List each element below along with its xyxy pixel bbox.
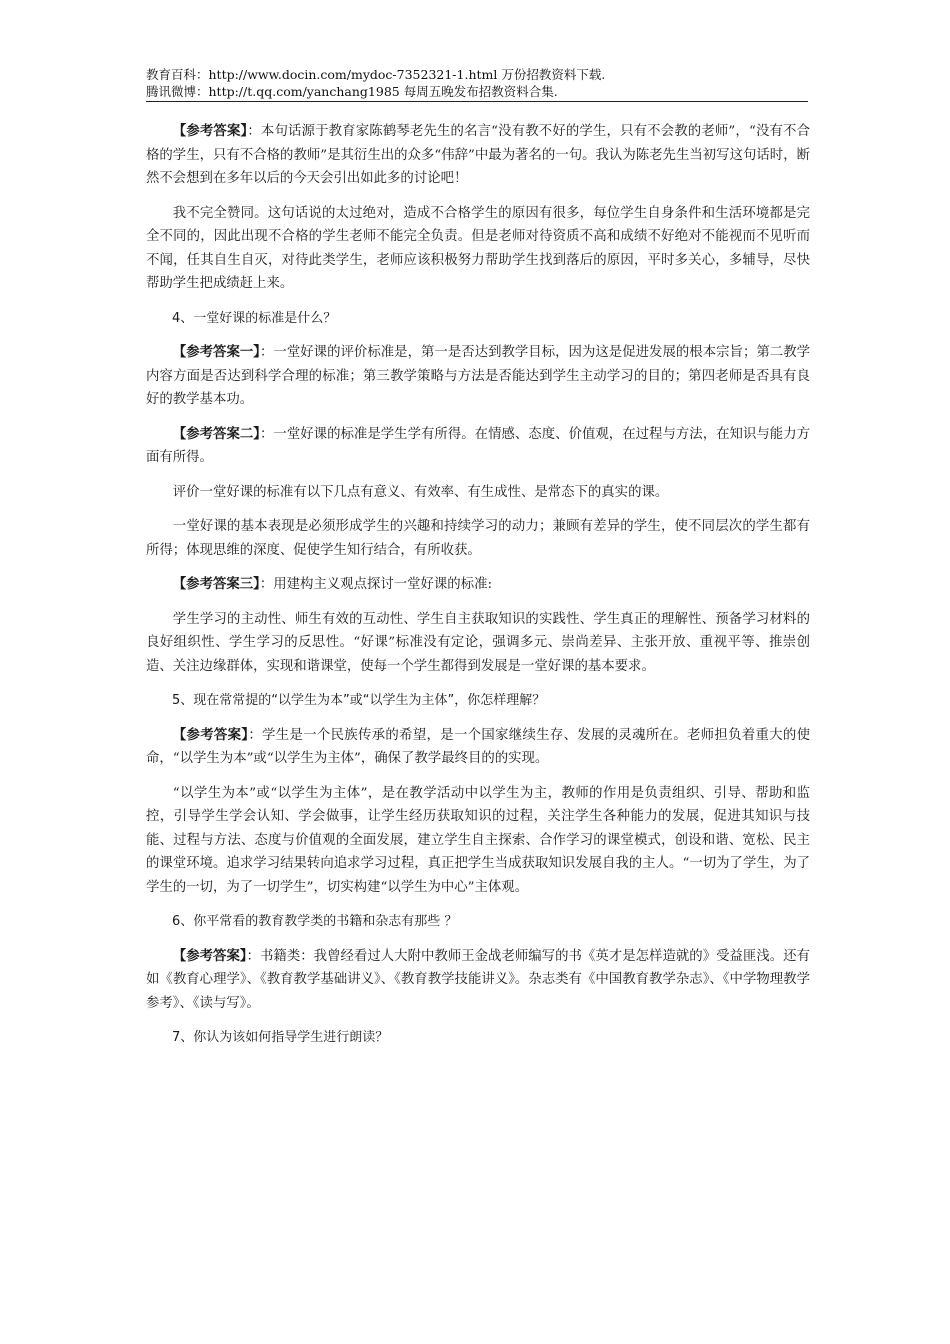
answer-label: 【参考答案】 bbox=[172, 726, 249, 743]
document-body bbox=[146, 120, 810, 1061]
answer-paragraph bbox=[146, 120, 810, 191]
answer-text: ：本句话源于教育家陈鹤琴老先生的名言“没有教不好的学生，只有不会教的老师”，“没有不合格的学生，只有不合格的教师”是其衍生出的众多“伟辞”中最为著名的一句。我认为陈老先生当初写这句话时，断然不会想到在多年以后的今天会引出如此多的讨论吧！ bbox=[146, 124, 810, 186]
answer-label: 【参考答案】 bbox=[172, 947, 247, 964]
header-line-weibo: 腾讯微博：http://t.qq.com/yanchang1985 每周五晚发布招教资料合集. bbox=[146, 84, 558, 99]
page-header bbox=[146, 66, 806, 100]
header-line-docin: 教育百科：http://www.docin.com/mydoc-7352321-1.html 万份招教资料下载. bbox=[146, 67, 606, 82]
answer-text: ：用建构主义观点探讨一堂好课的标准: bbox=[259, 577, 492, 592]
question-7: 7、你认为该如何指导学生进行朗读？ bbox=[172, 1030, 389, 1045]
answer-label: 【参考答案一】 bbox=[172, 344, 261, 360]
answer-paragraph bbox=[146, 945, 810, 1016]
question-5: 5、现在常常提的“以学生为本”或“以学生为主体”，你怎样理解？ bbox=[172, 693, 546, 708]
body-paragraph: 我不完全赞同。这句话说的太过绝对，造成不合格学生的原因有很多，每位学生自身条件和生活环境都是完全不同的，因此出现不合格的学生老师不能完全负责。但是老师对待资质不高和成绩不好绝对不能视而不见听而不闻，任其自生自灭，对待此类学生，老师应该积极努力帮助学生找到落后的原因，平时多关心，多辅导，尽快帮助学生把成绩赶上来。 bbox=[146, 205, 810, 291]
question-4: 4、一堂好课的标准是什么？ bbox=[172, 310, 337, 326]
header-divider bbox=[146, 101, 808, 102]
answer-text: ：学生是一个民族传承的希望，是一个国家继续生存、发展的灵魂所在。老师担负着重大的使命，“以学生为本”或“以学生为主体”，确保了教学最终目的的实现。 bbox=[146, 727, 810, 766]
answer-text: ：一堂好课的标准是学生学有所得。在情感、态度、价值观，在过程与方法，在知识与能力方面有所得。 bbox=[146, 426, 810, 465]
body-paragraph: “以学生为本”或“以学生为主体”，是在教学活动中以学生为主，教师的作用是负责组织、引导、帮助和监控，引导学生学会认知、学会做事，让学生经历获取知识的过程，关注学生各种能力的发展，促进其知识与技能、过程与方法、态度与价值观的全面发展，建立学生自主探索、合作学习的课堂模式，创设和谐、宽松、民主的课堂环境。追求学习结果转向追求学习过程，真正把学生当成获取知识发展自我的主人。“一切为了学生，为了学生的一切，为了一切学生”，切实构建“以学生为中心”主体观。 bbox=[146, 785, 810, 895]
body-paragraph: 一堂好课的基本表现是必须形成学生的兴趣和持续学习的动力；兼顾有差异的学生，使不同层次的学生都有所得；体现思维的深度、促使学生知行结合，有所收获。 bbox=[146, 519, 810, 558]
answer-label: 【参考答案】 bbox=[172, 123, 248, 139]
answer-paragraph bbox=[146, 573, 810, 597]
answer-paragraph bbox=[146, 423, 810, 470]
answer-text: ：一堂好课的评价标准是，第一是否达到教学目标，因为这是促进发展的根本宗旨；第二教学内容方面是否达到科学合理的标准；第三教学策略与方法是否能达到学生主动学习的目的；第四老师是否具有良好的教学基本功。 bbox=[146, 345, 810, 407]
body-paragraph: 学生学习的主动性、师生有效的互动性、学生自主获取知识的实践性、学生真正的理解性、预备学习材料的良好组织性、学生学习的反思性。“好课”标准没有定论，强调多元、崇尚差异、主张开放、重视平等、推崇创造、关注边缘群体，实现和谐课堂，使每一个学生都得到发展是一堂好课的基本要求。 bbox=[146, 611, 810, 674]
answer-text: ：书籍类：我曾经看过人大附中教师王金战老师编写的书《英才是怎样造就的》受益匪浅。还有如《教育心理学》、《教育教学基础讲义》、《教育教学技能讲义》。杂志类有《中国教育教学杂志》、《中学物理教学参考》、《读与写》。 bbox=[146, 948, 810, 1011]
body-paragraph: 评价一堂好课的标准有以下几点有意义、有效率、有生成性、是常态下的真实的课。 bbox=[172, 484, 669, 500]
answer-paragraph bbox=[146, 724, 810, 771]
answer-label: 【参考答案二】 bbox=[172, 425, 261, 442]
answer-paragraph bbox=[146, 341, 810, 412]
answer-label: 【参考答案三】 bbox=[172, 576, 260, 592]
question-6: 6、你平常看的教育教学类的书籍和杂志有那些 ？ bbox=[172, 914, 458, 929]
